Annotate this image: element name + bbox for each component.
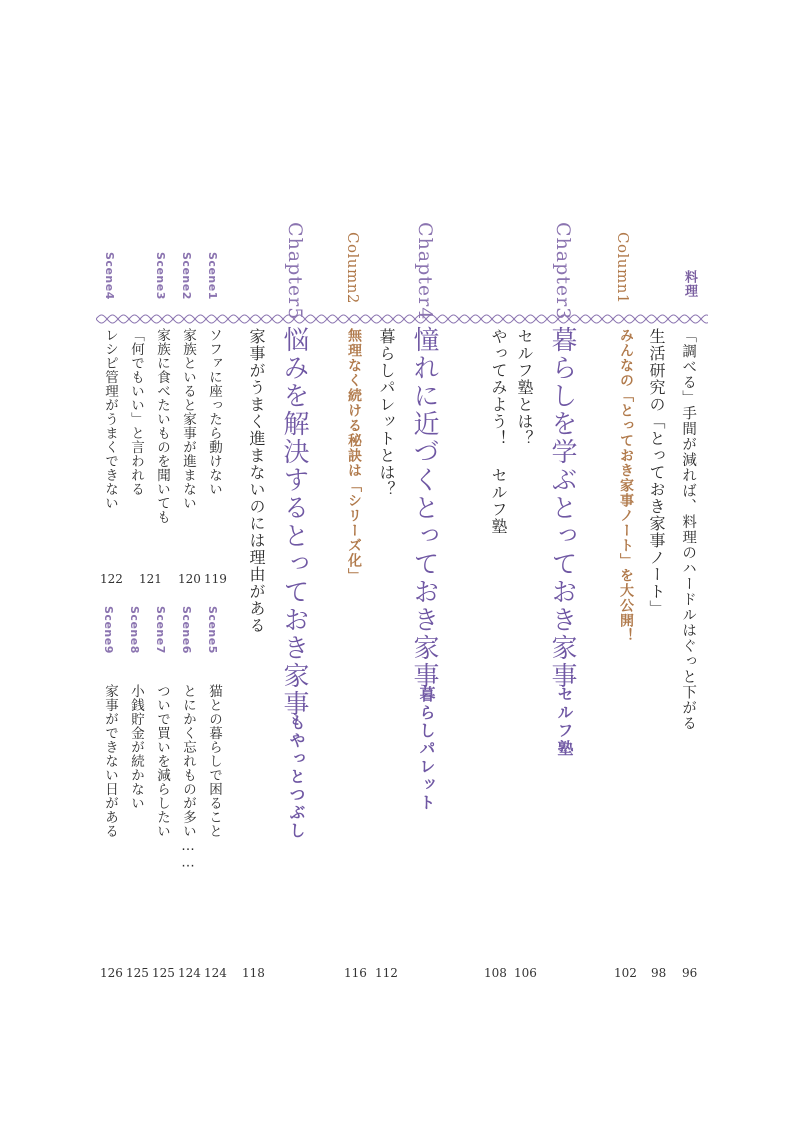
chapter3-subtitle: セルフ塾 xyxy=(555,686,574,758)
page-number: 108 xyxy=(484,966,507,980)
page-number: 124 xyxy=(204,966,227,980)
scene5-entry[interactable]: 猫との暮らしで困ること xyxy=(206,684,222,838)
wave-divider xyxy=(96,311,708,327)
chapter4-label: Chapter4 xyxy=(414,222,436,321)
scene9-entry[interactable]: 家事ができない日がある xyxy=(102,684,118,838)
page-number: 98 xyxy=(651,966,667,980)
scene2-label: Scene2 xyxy=(180,252,193,300)
scene6-label: Scene6 xyxy=(180,606,193,654)
scene1-label: Scene1 xyxy=(206,252,219,300)
scene6-entry[interactable]: とにかく忘れものが多い…… xyxy=(180,684,196,871)
page-number: 120 xyxy=(178,572,201,586)
ch3-entry-1[interactable]: セルフ塾とは？ xyxy=(515,328,534,447)
page-number: 122 xyxy=(100,572,123,586)
scene8-label: Scene8 xyxy=(128,606,141,654)
col1-entry-1[interactable]: 生活研究の「とっておき家事ノート」 xyxy=(647,328,666,617)
scene3-entry-line2[interactable]: 「何でもいい」と言われる xyxy=(128,328,144,496)
col1-entry-2[interactable]: みんなの「とっておき家事ノート」を大公開！ xyxy=(618,328,634,643)
chapter3-title[interactable]: 暮らしを学ぶとっておき家事 xyxy=(547,326,577,690)
ch3-entry-2[interactable]: やってみよう！ セルフ塾 xyxy=(489,328,508,535)
chapter4-title[interactable]: 憧れに近づくとっておき家事 xyxy=(409,326,439,690)
scene4-entry[interactable]: レシピ管理がうまくできない xyxy=(102,328,118,510)
chapter4-subtitle: 暮らしパレット xyxy=(417,686,436,812)
page-number: 96 xyxy=(682,966,698,980)
page-number: 119 xyxy=(204,572,227,586)
scene3-entry-line1[interactable]: 家族に食べたいものを聞いても xyxy=(154,328,170,524)
chapter3-label: Chapter3 xyxy=(552,222,574,321)
page-number: 121 xyxy=(139,572,162,586)
scene9-label: Scene9 xyxy=(102,606,115,654)
scene4-label: Scene4 xyxy=(103,252,116,300)
ch4-entry-1[interactable]: 暮らしパレットとは？ xyxy=(377,328,396,498)
page-number: 112 xyxy=(375,966,398,980)
cooking-entry[interactable]: 「調べる」手間が減れば、料理のハードルはぐっと下がる xyxy=(680,328,697,731)
col2-entry[interactable]: 無理なく続ける秘訣は「シリーズ化」 xyxy=(346,328,362,583)
column2-label: Column2 xyxy=(344,232,362,304)
scene5-label: Scene5 xyxy=(206,606,219,654)
page-number: 118 xyxy=(242,966,265,980)
cooking-label: 料理 xyxy=(682,270,697,298)
page-number: 116 xyxy=(344,966,367,980)
page-number: 125 xyxy=(126,966,149,980)
scene7-label: Scene7 xyxy=(154,606,167,654)
page-number: 126 xyxy=(100,966,123,980)
chapter5-title[interactable]: 悩みを解決するとっておき家事 xyxy=(279,326,309,718)
chapter5-label: Chapter5 xyxy=(284,222,306,321)
page-number: 125 xyxy=(152,966,175,980)
scene7-entry[interactable]: ついで買いを減らしたい xyxy=(154,684,170,838)
page-number: 106 xyxy=(514,966,537,980)
scene3-label: Scene3 xyxy=(154,252,167,300)
ch5-entry-1[interactable]: 家事がうまく進まないのには理由がある xyxy=(247,328,266,634)
chapter5-subtitle: もやっとつぶし xyxy=(287,714,306,840)
column1-label: Column1 xyxy=(614,232,632,304)
page-number: 124 xyxy=(178,966,201,980)
scene8-entry[interactable]: 小銭貯金が続かない xyxy=(128,684,144,810)
page-number: 102 xyxy=(614,966,637,980)
scene1-entry[interactable]: ソファに座ったら動けない xyxy=(206,328,222,496)
scene2-entry[interactable]: 家族といると家事が進まない xyxy=(180,328,196,510)
